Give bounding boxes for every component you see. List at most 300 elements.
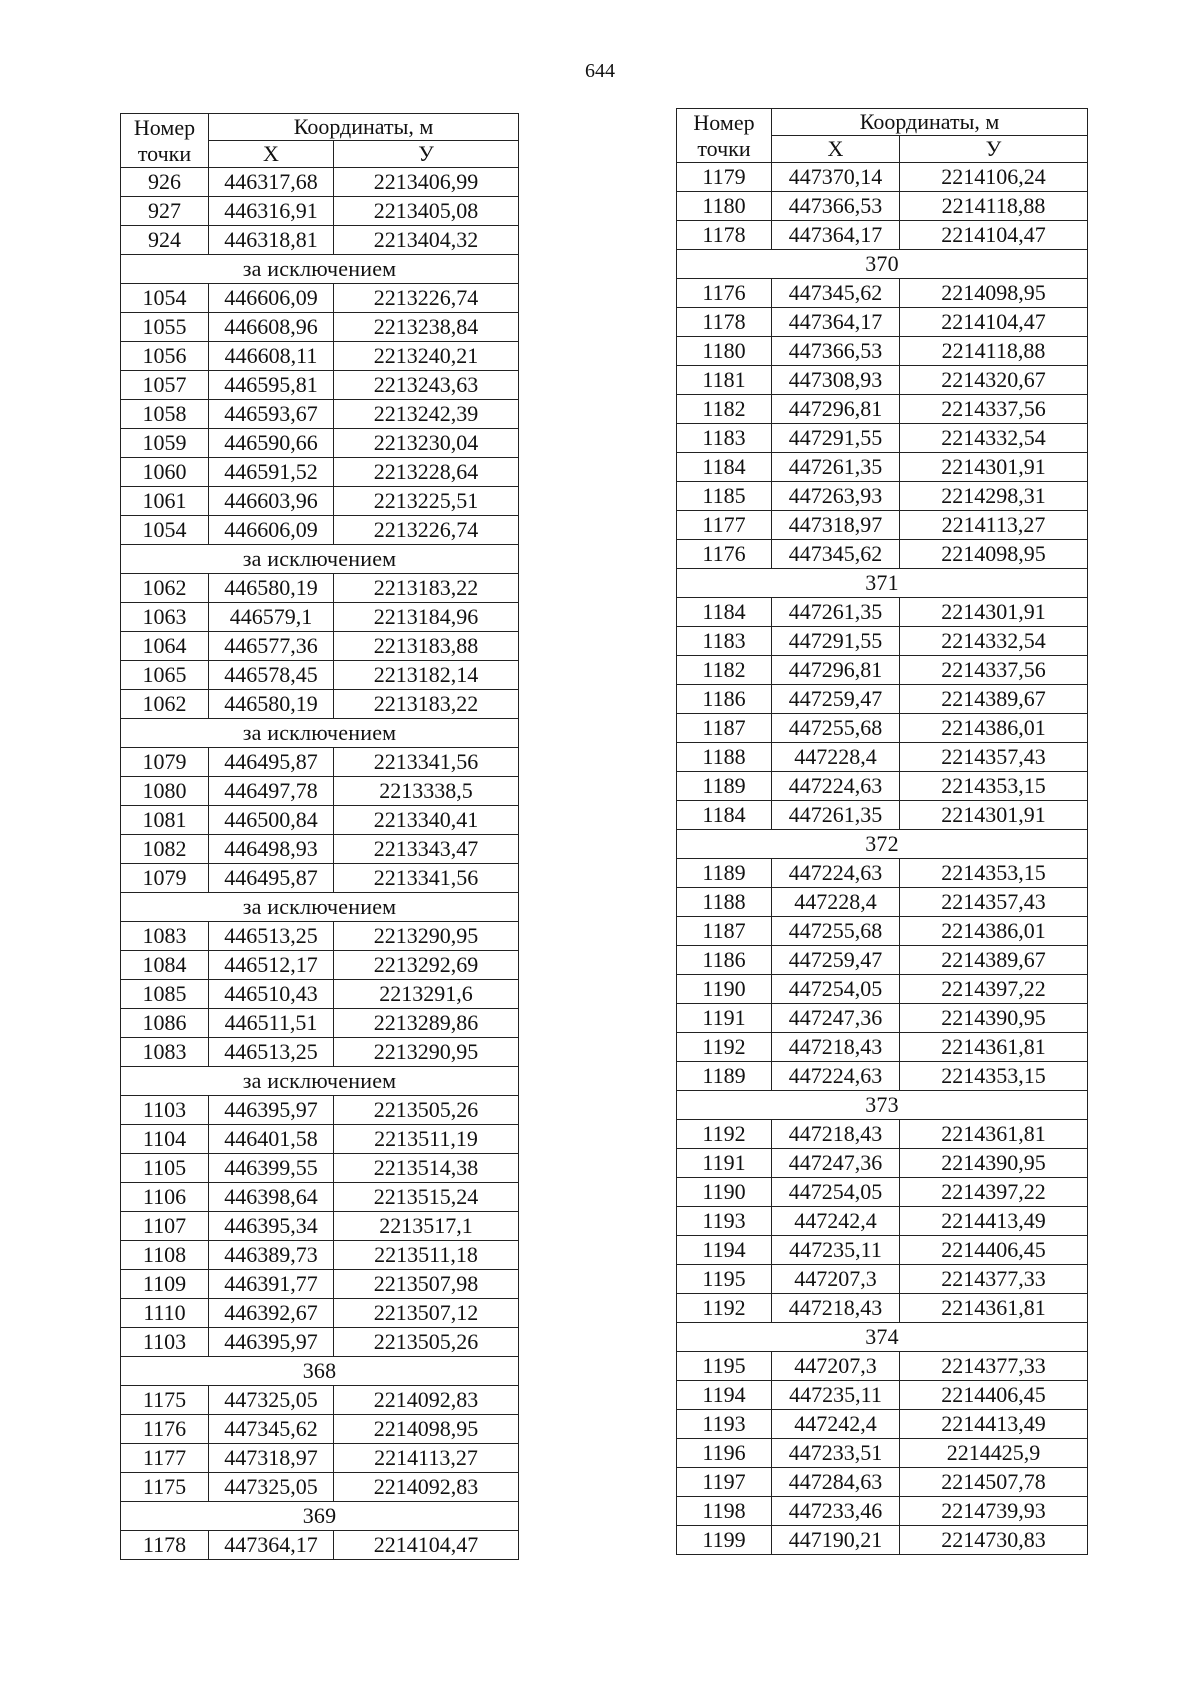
- point-number-cell: 1177: [677, 511, 772, 540]
- x-coordinate-cell: 446392,67: [209, 1299, 334, 1328]
- table-row: [677, 1526, 1088, 1555]
- y-coordinate-cell: 2213514,38: [334, 1154, 519, 1183]
- table-row: [121, 458, 519, 487]
- table-row: [677, 192, 1088, 221]
- x-coordinate-cell: 446590,66: [209, 429, 334, 458]
- x-coordinate-cell: 447233,51: [772, 1439, 900, 1468]
- x-coordinate-cell: 447228,4: [772, 743, 900, 772]
- x-coordinate-cell: 447218,43: [772, 1033, 900, 1062]
- point-number-cell: 1056: [121, 342, 209, 371]
- y-coordinate-cell: 2214098,95: [900, 279, 1088, 308]
- x-header: Х: [209, 141, 334, 168]
- point-number-cell: 1108: [121, 1241, 209, 1270]
- y-coordinate-cell: 2213228,64: [334, 458, 519, 487]
- x-coordinate-cell: 446398,64: [209, 1183, 334, 1212]
- y-coordinate-cell: 2214377,33: [900, 1352, 1088, 1381]
- table-row: [121, 603, 519, 632]
- x-coordinate-cell: 447291,55: [772, 424, 900, 453]
- y-coordinate-cell: 2213507,98: [334, 1270, 519, 1299]
- point-number-cell: 1195: [677, 1265, 772, 1294]
- x-coordinate-cell: 446513,25: [209, 922, 334, 951]
- y-coordinate-cell: 2214386,01: [900, 917, 1088, 946]
- x-coordinate-cell: 446608,11: [209, 342, 334, 371]
- page-number: 644: [585, 60, 615, 82]
- x-coordinate-cell: 447366,53: [772, 337, 900, 366]
- point-number-cell: 1199: [677, 1526, 772, 1555]
- table-row: [677, 685, 1088, 714]
- x-coordinate-cell: 447224,63: [772, 772, 900, 801]
- point-number-cell: 1079: [121, 748, 209, 777]
- table-row: [121, 1038, 519, 1067]
- y-coordinate-cell: 2214298,31: [900, 482, 1088, 511]
- section-row: [121, 719, 519, 748]
- x-coordinate-cell: 446511,51: [209, 1009, 334, 1038]
- x-coordinate-cell: 447233,46: [772, 1497, 900, 1526]
- y-coordinate-cell: 2213340,41: [334, 806, 519, 835]
- point-number-cell: 1061: [121, 487, 209, 516]
- y-coordinate-cell: 2214104,47: [900, 221, 1088, 250]
- y-coordinate-cell: 2213242,39: [334, 400, 519, 429]
- section-row: [677, 830, 1088, 859]
- x-coordinate-cell: 446606,09: [209, 516, 334, 545]
- point-number-cell: 1178: [121, 1531, 209, 1560]
- table-row: [677, 424, 1088, 453]
- point-number-cell: 1180: [677, 337, 772, 366]
- table-row: [121, 197, 519, 226]
- point-number-cell: 1179: [677, 163, 772, 192]
- table-row: [121, 1096, 519, 1125]
- y-coordinate-cell: 2213505,26: [334, 1328, 519, 1357]
- point-number-cell: 927: [121, 197, 209, 226]
- x-coordinate-cell: 447247,36: [772, 1004, 900, 1033]
- point-number-cell: 1063: [121, 603, 209, 632]
- point-number-cell: 1184: [677, 598, 772, 627]
- y-coordinate-cell: 2213291,6: [334, 980, 519, 1009]
- x-coordinate-cell: 446395,97: [209, 1328, 334, 1357]
- point-number-cell: 1081: [121, 806, 209, 835]
- point-number-cell: 1188: [677, 888, 772, 917]
- point-number-cell: 1083: [121, 922, 209, 951]
- point-number-cell: 1084: [121, 951, 209, 980]
- point-number-cell: 1175: [121, 1473, 209, 1502]
- x-coordinate-cell: 446495,87: [209, 864, 334, 893]
- x-coordinate-cell: 447242,4: [772, 1207, 900, 1236]
- table-row: [121, 226, 519, 255]
- x-coordinate-cell: 447259,47: [772, 946, 900, 975]
- x-header: Х: [772, 136, 900, 163]
- section-label: за исключением: [121, 719, 519, 748]
- y-coordinate-cell: 2213225,51: [334, 487, 519, 516]
- point-number-cell: 1062: [121, 574, 209, 603]
- y-coordinate-cell: 2213183,22: [334, 690, 519, 719]
- section-row: [121, 1502, 519, 1531]
- point-number-cell: 1186: [677, 946, 772, 975]
- y-coordinate-cell: 2214357,43: [900, 743, 1088, 772]
- coordinates-header: Координаты, м: [772, 109, 1088, 136]
- y-coordinate-cell: 2213290,95: [334, 922, 519, 951]
- x-coordinate-cell: 447207,3: [772, 1352, 900, 1381]
- y-coordinate-cell: 2213511,18: [334, 1241, 519, 1270]
- point-number-cell: 1182: [677, 656, 772, 685]
- table-row: [677, 395, 1088, 424]
- x-coordinate-cell: 446513,25: [209, 1038, 334, 1067]
- table-row: [677, 366, 1088, 395]
- x-coordinate-cell: 446316,91: [209, 197, 334, 226]
- table-row: [677, 482, 1088, 511]
- table-row: [677, 1381, 1088, 1410]
- y-coordinate-cell: 2214113,27: [334, 1444, 519, 1473]
- x-coordinate-cell: 447296,81: [772, 656, 900, 685]
- y-coordinate-cell: 2213226,74: [334, 284, 519, 313]
- y-coordinate-cell: 2214397,22: [900, 1178, 1088, 1207]
- table-row: [121, 487, 519, 516]
- table-row: [677, 1236, 1088, 1265]
- table-row: [677, 656, 1088, 685]
- point-number-cell: 1183: [677, 424, 772, 453]
- x-coordinate-cell: 446498,93: [209, 835, 334, 864]
- table-row: [677, 1294, 1088, 1323]
- point-number-cell: 1083: [121, 1038, 209, 1067]
- y-coordinate-cell: 2214397,22: [900, 975, 1088, 1004]
- y-coordinate-cell: 2213183,22: [334, 574, 519, 603]
- y-coordinate-cell: 2214113,27: [900, 511, 1088, 540]
- table-row: [677, 1410, 1088, 1439]
- point-number-cell: 1191: [677, 1004, 772, 1033]
- x-coordinate-cell: 447364,17: [772, 308, 900, 337]
- table-row: [677, 1439, 1088, 1468]
- y-coordinate-cell: 2214320,67: [900, 366, 1088, 395]
- point-number-cell: 1176: [677, 279, 772, 308]
- point-number-cell: 1055: [121, 313, 209, 342]
- y-coordinate-cell: 2214413,49: [900, 1207, 1088, 1236]
- point-number-cell: 1189: [677, 772, 772, 801]
- y-coordinate-cell: 2214361,81: [900, 1294, 1088, 1323]
- point-number-cell: 1054: [121, 284, 209, 313]
- table-row: [121, 1125, 519, 1154]
- point-number-cell: 1178: [677, 221, 772, 250]
- y-coordinate-cell: 2213230,04: [334, 429, 519, 458]
- y-coordinate-cell: 2214357,43: [900, 888, 1088, 917]
- point-number-cell: 1181: [677, 366, 772, 395]
- x-coordinate-cell: 446608,96: [209, 313, 334, 342]
- y-coordinate-cell: 2214301,91: [900, 453, 1088, 482]
- x-coordinate-cell: 447261,35: [772, 453, 900, 482]
- x-coordinate-cell: 446595,81: [209, 371, 334, 400]
- point-number-cell: 1184: [677, 453, 772, 482]
- y-coordinate-cell: 2214301,91: [900, 801, 1088, 830]
- point-number-cell: 1184: [677, 801, 772, 830]
- x-coordinate-cell: 446391,77: [209, 1270, 334, 1299]
- table-row: [677, 801, 1088, 830]
- y-coordinate-cell: 2213238,84: [334, 313, 519, 342]
- x-coordinate-cell: 446580,19: [209, 574, 334, 603]
- table-row: [121, 429, 519, 458]
- point-number-header: Номер точки: [677, 109, 772, 163]
- y-coordinate-cell: 2214104,47: [900, 308, 1088, 337]
- x-coordinate-cell: 447242,4: [772, 1410, 900, 1439]
- table-row: [677, 1178, 1088, 1207]
- y-coordinate-cell: 2214092,83: [334, 1386, 519, 1415]
- y-coordinate-cell: 2214389,67: [900, 685, 1088, 714]
- table-row: [121, 1473, 519, 1502]
- table-row: [121, 1328, 519, 1357]
- table-row: [677, 453, 1088, 482]
- x-coordinate-cell: 447261,35: [772, 801, 900, 830]
- table-row: [121, 632, 519, 661]
- point-number-cell: 1176: [677, 540, 772, 569]
- section-row: [121, 255, 519, 284]
- x-coordinate-cell: 447325,05: [209, 1473, 334, 1502]
- point-number-cell: 1178: [677, 308, 772, 337]
- y-coordinate-cell: 2214106,24: [900, 163, 1088, 192]
- point-number-cell: 1192: [677, 1294, 772, 1323]
- point-number-cell: 1080: [121, 777, 209, 806]
- x-coordinate-cell: 446395,34: [209, 1212, 334, 1241]
- point-number-cell: 1079: [121, 864, 209, 893]
- x-coordinate-cell: 446510,43: [209, 980, 334, 1009]
- point-number-cell: 1194: [677, 1236, 772, 1265]
- table-row: [121, 516, 519, 545]
- section-row: [121, 545, 519, 574]
- point-number-cell: 1109: [121, 1270, 209, 1299]
- section-label: за исключением: [121, 893, 519, 922]
- table-row: [121, 922, 519, 951]
- table-row: [121, 806, 519, 835]
- y-coordinate-cell: 2213511,19: [334, 1125, 519, 1154]
- x-coordinate-cell: 446593,67: [209, 400, 334, 429]
- point-number-cell: 1187: [677, 714, 772, 743]
- point-number-cell: 1064: [121, 632, 209, 661]
- table-body-right: [677, 163, 1088, 1555]
- table-row: [677, 917, 1088, 946]
- y-coordinate-cell: 2214406,45: [900, 1236, 1088, 1265]
- y-coordinate-cell: 2214353,15: [900, 772, 1088, 801]
- section-label: 373: [677, 1091, 1088, 1120]
- table-row: [677, 772, 1088, 801]
- y-coordinate-cell: 2214098,95: [334, 1415, 519, 1444]
- point-number-cell: 1062: [121, 690, 209, 719]
- point-number-cell: 1105: [121, 1154, 209, 1183]
- x-coordinate-cell: 447207,3: [772, 1265, 900, 1294]
- section-label: 368: [121, 1357, 519, 1386]
- coordinates-header: Координаты, м: [209, 114, 519, 141]
- point-number-cell: 1103: [121, 1096, 209, 1125]
- y-header: У: [334, 141, 519, 168]
- y-coordinate-cell: 2214406,45: [900, 1381, 1088, 1410]
- y-coordinate-cell: 2213505,26: [334, 1096, 519, 1125]
- section-label: 370: [677, 250, 1088, 279]
- point-number-cell: 1195: [677, 1352, 772, 1381]
- table-row: [121, 1270, 519, 1299]
- point-number-cell: 1187: [677, 917, 772, 946]
- table-row: [121, 777, 519, 806]
- table-row: [677, 1149, 1088, 1178]
- x-coordinate-cell: 446512,17: [209, 951, 334, 980]
- y-coordinate-cell: 2214739,93: [900, 1497, 1088, 1526]
- point-number-cell: 1186: [677, 685, 772, 714]
- point-number-cell: 1060: [121, 458, 209, 487]
- table-row: [677, 598, 1088, 627]
- table-row: [677, 627, 1088, 656]
- table-row: [121, 980, 519, 1009]
- point-number-cell: 1190: [677, 975, 772, 1004]
- x-coordinate-cell: 447235,11: [772, 1381, 900, 1410]
- x-coordinate-cell: 447364,17: [772, 221, 900, 250]
- section-label: за исключением: [121, 255, 519, 284]
- point-number-cell: 1183: [677, 627, 772, 656]
- x-coordinate-cell: 447366,53: [772, 192, 900, 221]
- y-coordinate-cell: 2214386,01: [900, 714, 1088, 743]
- table-row: [677, 1468, 1088, 1497]
- table-row: [677, 163, 1088, 192]
- table-row: [677, 1120, 1088, 1149]
- point-number-cell: 1192: [677, 1033, 772, 1062]
- point-number-cell: 1054: [121, 516, 209, 545]
- x-coordinate-cell: 447254,05: [772, 975, 900, 1004]
- y-coordinate-cell: 2214332,54: [900, 627, 1088, 656]
- table-row: [121, 400, 519, 429]
- y-coordinate-cell: 2213183,88: [334, 632, 519, 661]
- point-number-cell: 1193: [677, 1207, 772, 1236]
- point-number-cell: 924: [121, 226, 209, 255]
- point-number-header: Номер точки: [121, 114, 209, 168]
- section-label: 369: [121, 1502, 519, 1531]
- table-row: [121, 1154, 519, 1183]
- point-number-cell: 1193: [677, 1410, 772, 1439]
- table-row: [677, 540, 1088, 569]
- y-coordinate-cell: 2214413,49: [900, 1410, 1088, 1439]
- x-coordinate-cell: 446399,55: [209, 1154, 334, 1183]
- coordinates-table-left: [120, 113, 519, 1560]
- x-coordinate-cell: 447255,68: [772, 917, 900, 946]
- y-coordinate-cell: 2213406,99: [334, 168, 519, 197]
- table-row: [677, 1033, 1088, 1062]
- table-row: [121, 661, 519, 690]
- section-label: 371: [677, 569, 1088, 598]
- point-number-cell: 1059: [121, 429, 209, 458]
- section-row: [121, 1357, 519, 1386]
- table-row: [677, 511, 1088, 540]
- point-number-cell: 1058: [121, 400, 209, 429]
- coordinates-table-right: [676, 108, 1088, 1555]
- x-coordinate-cell: 447255,68: [772, 714, 900, 743]
- x-coordinate-cell: 447261,35: [772, 598, 900, 627]
- table-row: [677, 743, 1088, 772]
- x-coordinate-cell: 447284,63: [772, 1468, 900, 1497]
- table-row: [677, 946, 1088, 975]
- y-coordinate-cell: 2214098,95: [900, 540, 1088, 569]
- y-coordinate-cell: 2213240,21: [334, 342, 519, 371]
- y-coordinate-cell: 2214353,15: [900, 1062, 1088, 1091]
- point-number-cell: 1175: [121, 1386, 209, 1415]
- table-row: [677, 1062, 1088, 1091]
- x-coordinate-cell: 447218,43: [772, 1294, 900, 1323]
- y-coordinate-cell: 2214332,54: [900, 424, 1088, 453]
- table-row: [677, 279, 1088, 308]
- x-coordinate-cell: 447318,97: [772, 511, 900, 540]
- table-row: [121, 342, 519, 371]
- table-row: [677, 975, 1088, 1004]
- section-row: [677, 1323, 1088, 1352]
- point-number-cell: 1065: [121, 661, 209, 690]
- x-coordinate-cell: 446580,19: [209, 690, 334, 719]
- y-coordinate-cell: 2214390,95: [900, 1004, 1088, 1033]
- table-row: [121, 1212, 519, 1241]
- table-row: [121, 864, 519, 893]
- table-row: [677, 1004, 1088, 1033]
- table-row: [121, 1531, 519, 1560]
- x-coordinate-cell: 446577,36: [209, 632, 334, 661]
- x-coordinate-cell: 447228,4: [772, 888, 900, 917]
- y-coordinate-cell: 2214118,88: [900, 337, 1088, 366]
- y-coordinate-cell: 2214425,9: [900, 1439, 1088, 1468]
- y-coordinate-cell: 2214337,56: [900, 656, 1088, 685]
- y-coordinate-cell: 2213182,14: [334, 661, 519, 690]
- point-number-cell: 1189: [677, 859, 772, 888]
- table-row: [121, 1386, 519, 1415]
- section-label: за исключением: [121, 545, 519, 574]
- table-row: [677, 337, 1088, 366]
- y-coordinate-cell: 2214118,88: [900, 192, 1088, 221]
- table-row: [677, 1265, 1088, 1294]
- x-coordinate-cell: 446401,58: [209, 1125, 334, 1154]
- x-coordinate-cell: 447364,17: [209, 1531, 334, 1560]
- x-coordinate-cell: 447296,81: [772, 395, 900, 424]
- section-label: за исключением: [121, 1067, 519, 1096]
- table-row: [121, 371, 519, 400]
- y-coordinate-cell: 2213338,5: [334, 777, 519, 806]
- point-number-cell: 1190: [677, 1178, 772, 1207]
- y-coordinate-cell: 2213343,47: [334, 835, 519, 864]
- x-coordinate-cell: 446317,68: [209, 168, 334, 197]
- point-number-cell: 1057: [121, 371, 209, 400]
- point-number-cell: 1189: [677, 1062, 772, 1091]
- x-coordinate-cell: 446500,84: [209, 806, 334, 835]
- section-row: [677, 569, 1088, 598]
- y-coordinate-cell: 2214301,91: [900, 598, 1088, 627]
- table-row: [677, 308, 1088, 337]
- table-row: [121, 313, 519, 342]
- point-number-cell: 1198: [677, 1497, 772, 1526]
- point-number-cell: 1110: [121, 1299, 209, 1328]
- y-coordinate-cell: 2213243,63: [334, 371, 519, 400]
- y-coordinate-cell: 2213226,74: [334, 516, 519, 545]
- x-coordinate-cell: 446579,1: [209, 603, 334, 632]
- point-number-cell: 1197: [677, 1468, 772, 1497]
- section-row: [677, 250, 1088, 279]
- x-coordinate-cell: 446389,73: [209, 1241, 334, 1270]
- point-number-cell: 1085: [121, 980, 209, 1009]
- point-number-cell: 1182: [677, 395, 772, 424]
- table-row: [121, 1299, 519, 1328]
- point-number-cell: 1192: [677, 1120, 772, 1149]
- y-coordinate-cell: 2213404,32: [334, 226, 519, 255]
- y-coordinate-cell: 2213184,96: [334, 603, 519, 632]
- x-coordinate-cell: 446603,96: [209, 487, 334, 516]
- table-row: [677, 859, 1088, 888]
- y-coordinate-cell: 2214730,83: [900, 1526, 1088, 1555]
- x-coordinate-cell: 446606,09: [209, 284, 334, 313]
- x-coordinate-cell: 447345,62: [209, 1415, 334, 1444]
- point-number-cell: 1104: [121, 1125, 209, 1154]
- y-coordinate-cell: 2214104,47: [334, 1531, 519, 1560]
- table-row: [121, 835, 519, 864]
- x-coordinate-cell: 447318,97: [209, 1444, 334, 1473]
- table-row: [677, 714, 1088, 743]
- point-number-cell: 1191: [677, 1149, 772, 1178]
- x-coordinate-cell: 447263,93: [772, 482, 900, 511]
- table-row: [121, 1415, 519, 1444]
